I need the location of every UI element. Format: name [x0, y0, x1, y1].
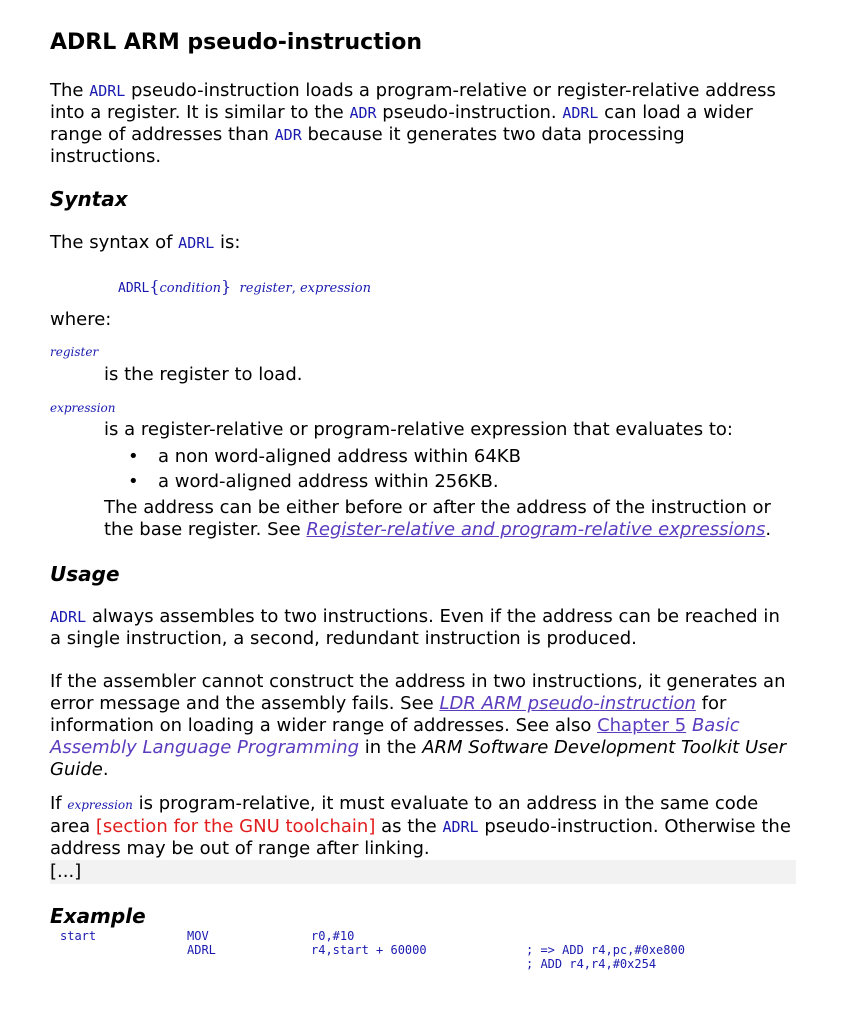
inline-code: ADRL [178, 234, 215, 252]
note-text: The address can be either before or after the address of the instruction or the base register. See [104, 497, 771, 540]
usage-text: pseudo-instruction. Otherwise the address may be out of range after linking. [50, 816, 791, 859]
chapter-5-link[interactable]: Chapter 5 [597, 715, 687, 736]
ellipsis-bar [50, 860, 796, 884]
inline-code: ADRL [442, 818, 479, 836]
usage-text: for information on loading a wider range of addresses. See also [50, 693, 727, 736]
address-note [104, 497, 804, 541]
ellipsis-text: [...] [50, 861, 82, 882]
syntax-operand: register [239, 281, 292, 296]
syntax-mnemonic: ADRL [118, 281, 150, 296]
expressions-link[interactable]: Register-relative and program-relative expressions [306, 519, 766, 540]
bullet-list [104, 444, 521, 494]
gnu-note: [section for the GNU toolchain] [95, 816, 376, 837]
usage-text: If [50, 793, 68, 814]
code-op: MOV [187, 929, 209, 943]
syntax-text: is: [214, 232, 241, 253]
usage-text: . [102, 759, 109, 780]
syntax-condition: condition [159, 281, 222, 296]
syntax-comma: , [291, 281, 296, 296]
usage-heading: Usage [50, 562, 120, 586]
inline-code: ADRL [50, 608, 87, 626]
code-args: r0,#10 [311, 929, 355, 943]
usage-paragraph-3 [50, 793, 796, 860]
list-item: • a non word-aligned address within 64KB [104, 444, 521, 469]
page-title: ADRL ARM pseudo-instruction [50, 30, 423, 55]
code-label: start [60, 929, 97, 943]
chapter-title: Basic Assembly Language Programming [50, 715, 740, 758]
code-op: ADRL [187, 943, 216, 957]
intro-text: can load a wider range of addresses than [50, 102, 753, 145]
usage-paragraph-1 [50, 606, 796, 650]
code-comment: ; => ADD r4,pc,#0xe800 [526, 943, 685, 957]
code-comment: ; ADD r4,r4,#0x254 [526, 957, 657, 971]
inline-code: ADRL [562, 104, 599, 122]
intro-text: pseudo-instruction. [376, 102, 563, 123]
syntax-brace: { [149, 277, 160, 296]
syntax-brace: } [221, 277, 232, 296]
inline-term: expression [67, 798, 133, 812]
book-title: ARM Software Development Toolkit User Guide [50, 737, 786, 780]
usage-text: is program-relative, it must evaluate to an address in the same code area [50, 793, 759, 837]
usage-text: as the [375, 816, 443, 837]
intro-paragraph [50, 80, 796, 168]
syntax-intro [50, 232, 796, 254]
syntax-heading: Syntax [50, 187, 128, 211]
intro-text: because it generates two data processing instructions. [50, 124, 685, 167]
usage-text: If the assembler cannot construct the address in two instructions, it generates an error message and the assembly fails. See [50, 671, 786, 714]
usage-paragraph-2 [50, 671, 796, 781]
intro-text: pseudo-instruction loads a program-relative or register-relative address into a register. It is similar to the [50, 80, 776, 123]
param-description: is a register-relative or program-relative expression that evaluates to: [104, 419, 733, 440]
param-name [50, 396, 116, 417]
param-term: expression [50, 401, 116, 415]
code-args: r4,start + 60000 [311, 943, 427, 957]
where-label: where: [50, 309, 112, 330]
intro-text: The [50, 80, 90, 101]
param-name [50, 340, 98, 361]
inline-code: ADR [349, 104, 377, 122]
syntax-line [118, 277, 371, 296]
inline-code: ADR [274, 126, 302, 144]
list-item: • a word-aligned address within 256KB. [104, 469, 521, 494]
note-text: . [765, 519, 772, 540]
syntax-operand: expression [299, 281, 371, 296]
ldr-pseudo-instruction-link[interactable]: LDR ARM pseudo-instruction [439, 693, 696, 714]
inline-code: ADRL [89, 82, 126, 100]
example-heading: Example [50, 904, 146, 928]
usage-text: always assembles to two instructions. Even if the address can be reached in a single instruction, a second, redundant instruction is produced. [50, 606, 780, 649]
param-term: register [50, 345, 99, 359]
syntax-text: The syntax of [50, 232, 179, 253]
param-description: is the register to load. [104, 364, 303, 385]
usage-text: in the [359, 737, 423, 758]
